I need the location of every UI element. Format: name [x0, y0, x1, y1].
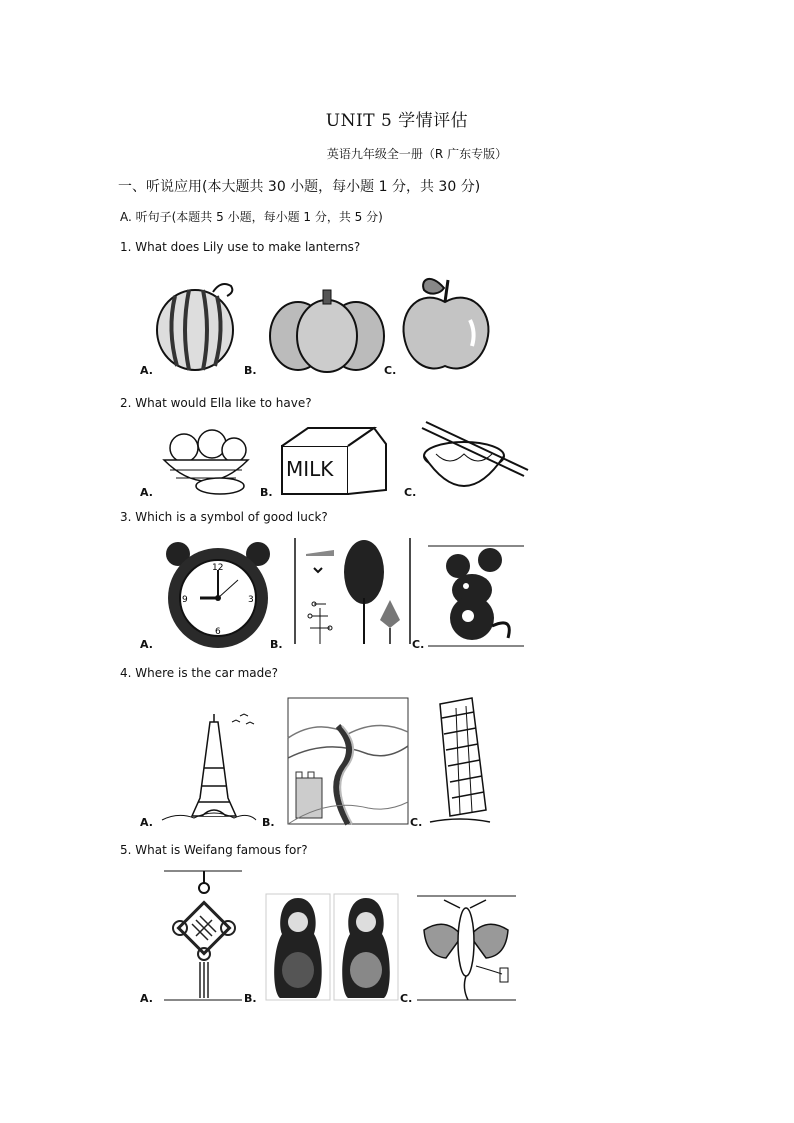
fruit-bowl-icon — [160, 424, 252, 496]
alarm-clock-icon — [164, 540, 272, 648]
svg-text:9: 9 — [182, 595, 188, 605]
kite-icon — [416, 896, 518, 1002]
q3-option-a[interactable]: A. — [140, 638, 153, 651]
q3-option-c[interactable]: C. — [412, 638, 425, 651]
q3-option-b[interactable]: B. — [270, 638, 283, 651]
q4-option-b[interactable]: B. — [262, 816, 275, 829]
q4-option-c[interactable]: C. — [410, 816, 423, 829]
watermelon-icon — [155, 278, 245, 373]
question-3-text: 3. Which is a symbol of good luck? — [120, 510, 328, 524]
trees-icon — [294, 538, 412, 648]
great-wall-icon — [288, 698, 410, 826]
part-a-heading: A. 听句子(本题共 5 小题，每小题 1 分，共 5 分) — [120, 210, 383, 224]
question-2-text: 2. What would Ella like to have? — [120, 396, 312, 410]
page-subtitle: 英语九年级全一册（R 广东专版） — [326, 147, 508, 161]
question-1-text: 1. What does Lily use to make lanterns? — [120, 240, 361, 254]
svg-text:6: 6 — [215, 627, 221, 637]
mouse-paper-cut-icon — [428, 546, 526, 648]
q5-option-a[interactable]: A. — [140, 992, 153, 1005]
q1-option-a[interactable]: A. — [140, 364, 153, 377]
chinese-knot-icon — [164, 870, 244, 1002]
milk-label: MILK — [286, 457, 334, 481]
section-heading: 一、听说应用(本大题共 30 小题，每小题 1 分，共 30 分) — [118, 179, 481, 195]
q2-option-a[interactable]: A. — [140, 486, 153, 499]
question-4-text: 4. Where is the car made? — [120, 666, 279, 680]
q1-option-b[interactable]: B. — [244, 364, 257, 377]
q5-option-c[interactable]: C. — [400, 992, 413, 1005]
milk-carton-icon — [278, 424, 392, 496]
svg-text:3: 3 — [248, 595, 254, 605]
apple-icon — [400, 270, 492, 375]
eiffel-tower-icon — [158, 708, 258, 826]
pumpkin-icon — [268, 288, 386, 373]
q1-option-c[interactable]: C. — [384, 364, 397, 377]
q4-option-a[interactable]: A. — [140, 816, 153, 829]
q2-option-b[interactable]: B. — [260, 486, 273, 499]
q5-option-b[interactable]: B. — [244, 992, 257, 1005]
question-5-text: 5. What is Weifang famous for? — [120, 843, 308, 857]
noodle-bowl-icon — [420, 420, 532, 496]
svg-text:12: 12 — [212, 563, 224, 573]
q2-option-c[interactable]: C. — [404, 486, 417, 499]
matryoshka-dolls-icon — [266, 894, 398, 1002]
leaning-tower-icon — [426, 694, 492, 826]
page-title: UNIT 5 学情评估 — [325, 111, 469, 131]
